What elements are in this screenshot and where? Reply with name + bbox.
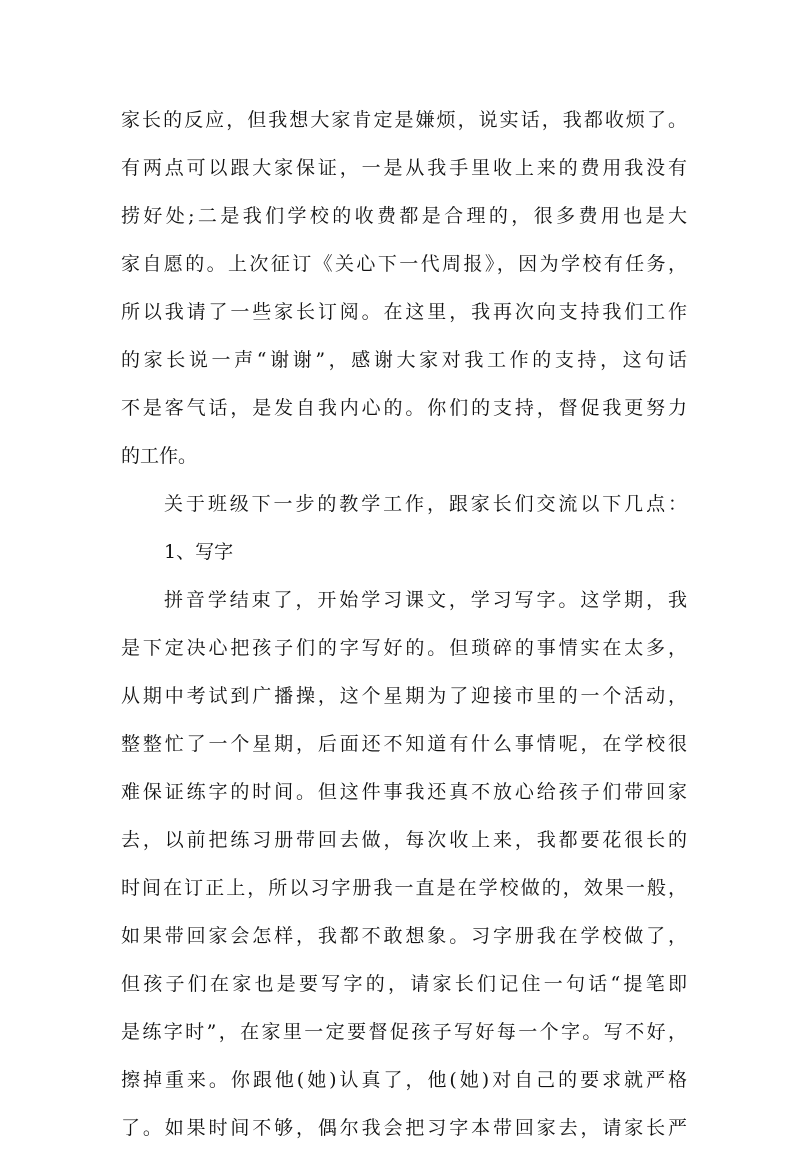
text-line: 去，以前把练习册带回去做，每次收上来，我都要花很长的 bbox=[121, 829, 687, 851]
text-line: 捞好处;二是我们学校的收费都是合理的，很多费用也是大 bbox=[121, 205, 687, 227]
text-line: 从期中考试到广播操，这个星期为了迎接市里的一个活动， bbox=[121, 685, 687, 707]
text-line: 所以我请了一些家长订阅。在这里，我再次向支持我们工作 bbox=[121, 301, 687, 323]
text-line: 是下定决心把孩子们的字写好的。但琐碎的事情实在太多， bbox=[121, 637, 687, 659]
text-line: 了。如果时间不够，偶尔我会把习字本带回家去，请家长严 bbox=[121, 1117, 687, 1139]
text-line: 是练字时”，在家里一定要督促孩子写好每一个字。写不好， bbox=[121, 1021, 687, 1043]
text-line: 难保证练字的时间。但这件事我还真不放心给孩子们带回家 bbox=[121, 781, 687, 803]
body-text bbox=[121, 96, 687, 1152]
text-line: 如果带回家会怎样，我都不敢想象。习字册我在学校做了， bbox=[121, 925, 687, 947]
text-line: 有两点可以跟大家保证，一是从我手里收上来的费用我没有 bbox=[121, 157, 687, 179]
text-line: 的工作。 bbox=[121, 445, 198, 467]
text-line: 整整忙了一个星期，后面还不知道有什么事情呢，在学校很 bbox=[121, 733, 687, 755]
text-line: 但孩子们在家也是要写字的，请家长们记住一句话“提笔即 bbox=[121, 973, 687, 995]
text-line: 关于班级下一步的教学工作，跟家长们交流以下几点： bbox=[164, 493, 687, 515]
text-line: 的家长说一声“谢谢”，感谢大家对我工作的支持，这句话 bbox=[121, 349, 687, 371]
text-line: 时间在订正上，所以习字册我一直是在学校做的，效果一般， bbox=[121, 877, 687, 899]
text-line: 拼音学结束了，开始学习课文，学习写字。这学期，我 bbox=[164, 589, 687, 611]
text-line: 家自愿的。上次征订《关心下一代周报》，因为学校有任务， bbox=[121, 253, 687, 275]
text-line: 家长的反应，但我想大家肯定是嫌烦，说实话，我都收烦了。 bbox=[121, 109, 687, 131]
text-line: 擦掉重来。你跟他(她)认真了，他(她)对自己的要求就严格 bbox=[121, 1069, 687, 1091]
text-line: 不是客气话，是发自我内心的。你们的支持，督促我更努力 bbox=[121, 397, 687, 419]
section-heading: 1、写字 bbox=[164, 541, 234, 563]
